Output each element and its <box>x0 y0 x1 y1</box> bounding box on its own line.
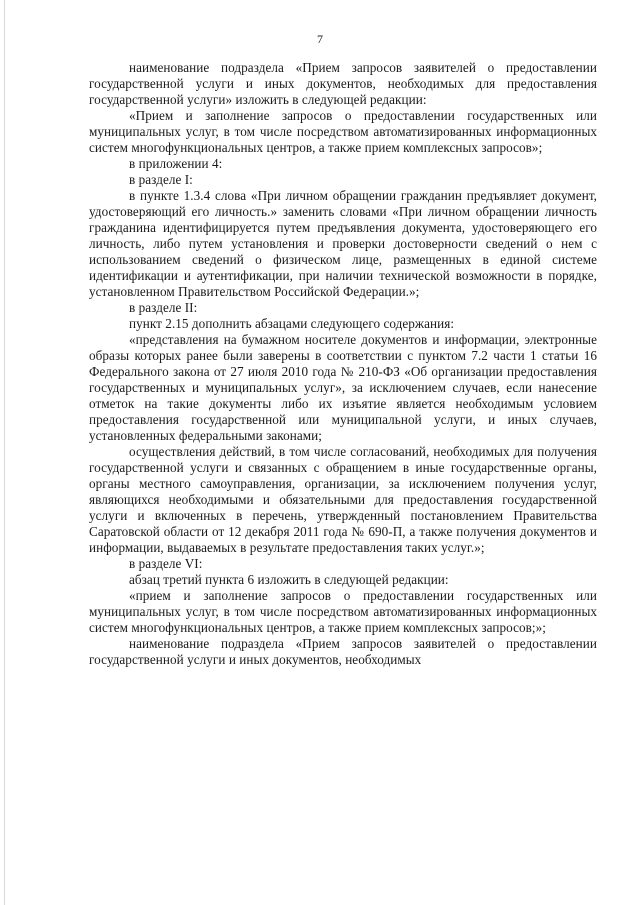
paragraph: в приложении 4: <box>129 156 223 171</box>
paragraph: наименование подраздела «Прием запросов заявителей о предоставлении государственной услуги и иных документов, необходимых <box>89 636 597 667</box>
paragraph: абзац третий пункта 6 изложить в следующей редакции: <box>129 572 449 587</box>
page-number: 7 <box>317 32 323 46</box>
paragraph: в разделе VI: <box>129 556 203 571</box>
paragraph: «Прием и заполнение запросов о предоставлении государственных или муниципальных услуг, в том числе посредством автоматизированных информационных систем многофункциональных центров, а также прием комплексных запросов»; <box>89 108 597 155</box>
document-body <box>89 60 597 668</box>
paragraph: в пункте 1.3.4 слова «При личном обращении гражданин предъявляет документ, удостоверяющий его личность.» заменить словами «При личном обращении личность гражданина идентифицируется путем предъявления документа, удостоверяющего его личность, либо путем установления и проверки достоверности сведений о нем с использованием сведений о физическом лице, размещенных в единой системе идентификации и аутентификации, при наличии технической возможности в порядке, установленном Правительством Российской Федерации.»; <box>89 188 597 299</box>
paragraph: «представления на бумажном носителе документов и информации, электронные образы которых ранее были заверены в соответствии с пунктом 7.2 части 1 статьи 16 Федерального закона от 27 июля 2010 года № 210-ФЗ «Об организации предоставления государственных и муниципальных услуг», за исключением случаев, если нанесение отметок на такие документы либо их изъятие является необходимым условием предоставления государственной или муниципальной услуги, и иных случаев, установленных федеральными законами; <box>89 332 597 443</box>
paragraph: пункт 2.15 дополнить абзацами следующего содержания: <box>129 316 455 331</box>
scan-edge-line <box>4 0 5 905</box>
paragraph: в разделе I: <box>129 172 193 187</box>
paragraph: наименование подраздела «Прием запросов заявителей о предоставлении государственной услуги и иных документов, необходимых для предоставления государственной услуги» изложить в следующей редакции: <box>89 60 597 107</box>
paragraph: «прием и заполнение запросов о предоставлении государственных или муниципальных услуг, в том числе посредством автоматизированных информационных систем многофункциональных центров, а также прием комплексных запросов;»; <box>89 588 597 635</box>
paragraph: осуществления действий, в том числе согласований, необходимых для получения государственной услуги и связанных с обращением в иные государственные органы, органы местного самоуправления, организации, за исключением получения услуг, являющихся необходимыми и обязательными для предоставления государственной услуги и включенных в перечень, утвержденный постановлением Правительства Саратовской области от 12 декабря 2011 года № 690-П, а также получения документов и информации, выдаваемых в результате предоставления таких услуг.»; <box>89 444 597 555</box>
paragraph: в разделе II: <box>129 300 198 315</box>
